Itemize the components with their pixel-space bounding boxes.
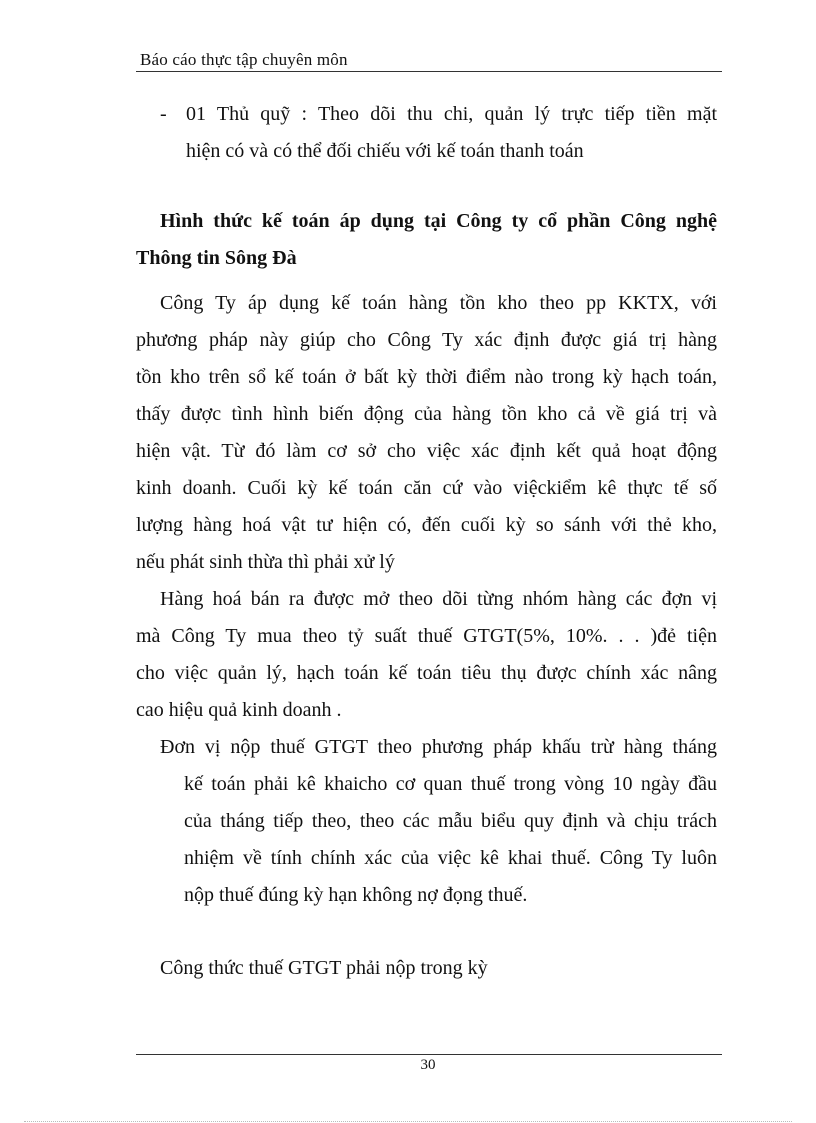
text-line: hiện vật. Từ đó làm cơ sở cho việc xác định kết quả hoạt động [136,440,717,462]
bullet-item [186,96,717,170]
text-line: Công Ty áp dụng kế toán hàng tồn kho theo pp KKTX, với [160,292,717,314]
text-line: cho việc quản lý, hạch toán kế toán tiêu thụ được chính xác nâng [136,662,717,684]
text-line: 01 Thủ quỹ : Theo dõi thu chi, quản lý trực tiếp tiền mặt [186,103,717,125]
paragraph-inventory [136,285,717,581]
text-line: nhiệm về tính chính xác của việc kê khai thuế. Công Ty luôn [184,847,717,869]
heading-line: Thông tin Sông Đà [136,247,297,269]
section-heading [136,203,717,277]
header-title: Báo cáo thực tập chuyên môn [140,50,348,69]
text-line: mà Công Ty mua theo tỷ suất thuế GTGT(5%, 10%. . . )đẻ tiện [136,625,717,647]
text-line: kế toán phải kê khaicho cơ quan thuế trong vòng 10 ngày đầu [184,773,717,795]
text-line: Đơn vị nộp thuế GTGT theo phương pháp khấu trừ hàng tháng [160,736,717,758]
bullet-dash: - [160,103,167,125]
text-line: nộp thuế đúng kỳ hạn không nợ đọng thuế. [184,884,528,906]
text-line: cao hiệu quả kinh doanh . [136,699,342,721]
text-line: thấy được tình hình biến động của hàng tồn kho cả về giá trị và [136,403,717,425]
text-line: Hàng hoá bán ra được mở theo dõi từng nhóm hàng các đợn vị [160,588,717,610]
text-line: nếu phát sinh thừa thì phải xử lý [136,551,395,573]
paragraph-goods [136,581,717,729]
text-line: của tháng tiếp theo, theo các mẫu biểu quy định và chịu trách [184,810,717,832]
header-rule [136,71,722,72]
heading-line: Hình thức kế toán áp dụng tại Công ty cổ phần Công nghệ [160,210,717,232]
formula-line: Công thức thuế GTGT phải nộp trong kỳ [160,957,488,979]
page-number: 30 [420,1057,436,1073]
text-line: lượng hàng hoá vật tư hiện có, đến cuối kỳ so sánh với thẻ kho, [136,514,717,536]
text-line: phương pháp này giúp cho Công Ty xác định được giá trị hàng [136,329,717,351]
page-edge-divider [24,1121,792,1122]
text-line: hiện có và có thể đối chiếu với kế toán thanh toán [186,140,584,162]
footer-rule [136,1054,722,1055]
paragraph-vat [160,729,717,914]
text-line: tồn kho trên sổ kế toán ở bất kỳ thời điểm nào trong kỳ hạch toán, [136,366,717,388]
text-line: kinh doanh. Cuối kỳ kế toán căn cứ vào việckiểm kê thực tế số [136,477,717,499]
